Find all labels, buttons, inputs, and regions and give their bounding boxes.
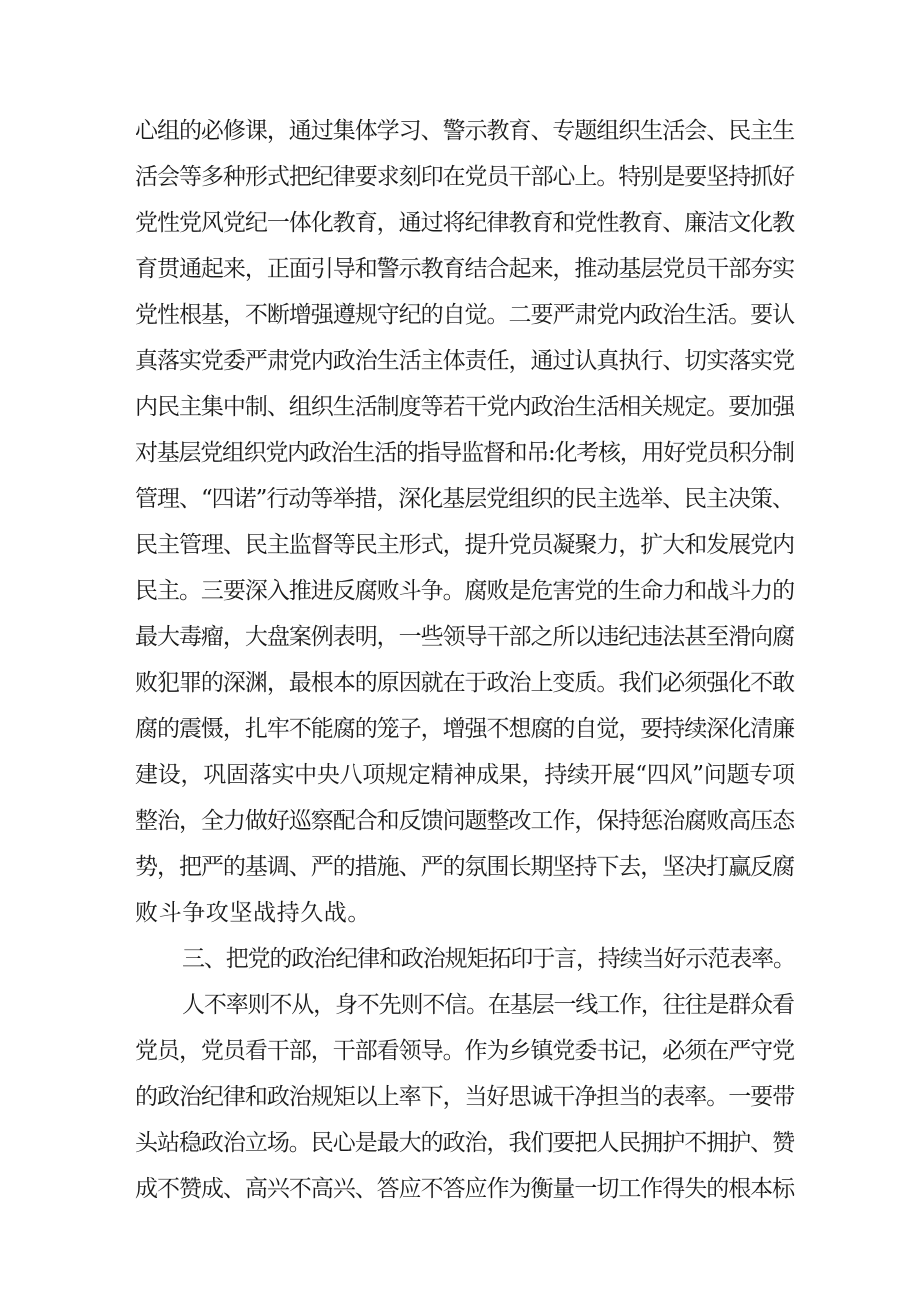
text-line: 心组的必修课，通过集体学习、警示教育、专题组织生活会、民主生 (135, 118, 795, 144)
body-text (135, 108, 795, 1212)
text-line: 民主。三要深入推进反腐败斗争。腐败是危害党的生命力和战斗力的 (135, 578, 795, 604)
text-line: 内民主集中制、组织生活制度等若干党内政治生活相关规定。要加强 (135, 394, 795, 420)
text-line: 头站稳政治立场。民心是最大的政治，我们要把人民拥护不拥护、赞 (135, 1130, 795, 1156)
text-line: 的政治纪律和政治规矩以上率下，当好思诚干净担当的表率。一要带 (135, 1084, 795, 1110)
text-line: 建设，巩固落实中央八项规定精神成果，持续开展“四风”问题专项 (135, 762, 795, 788)
text-line: 党性党风党纪一体化教育，通过将纪律教育和党性教育、廉洁文化教 (135, 210, 795, 236)
text-line: 败犯罪的深渊，最根本的原因就在于政治上变质。我们必须强化不敢 (135, 670, 795, 696)
text-line: 势，把严的基调、严的措施、严的氛围长期坚持下去，坚决打赢反腐 (135, 854, 795, 880)
text-line: 党性根基，不断增强遵规守纪的自觉。二要严肃党内政治生活。要认 (135, 302, 795, 328)
text-line: 最大毒瘤，大盘案例表明，一些领导干部之所以违纪违法甚至滑向腐 (135, 624, 795, 650)
text-line: 管理、“四诺”行动等举措，深化基层党组织的民主选举、民主决策、 (135, 486, 794, 512)
text-line: 活会等多种形式把纪律要求刻印在党员干部心上。特别是要坚持抓好 (135, 164, 795, 190)
text-line: 人不率则不从，身不先则不信。在基层一线工作，往往是群众看 (182, 992, 794, 1018)
text-line: 民主管理、民主监督等民主形式，提升党员凝聚力，扩大和发展党内 (135, 532, 795, 558)
text-line: 成不赞成、高兴不高兴、答应不答应作为衡量一切工作得失的根本标 (135, 1176, 795, 1202)
text-line: 真落实党委严肃党内政治生活主体责任，通过认真执行、切实落实党 (135, 348, 795, 374)
text-line: 育贯通起来，正面引导和警示教育结合起来，推动基层党员干部夯实 (135, 256, 795, 282)
text-line: 整治，全力做好巡察配合和反馈问题整改工作，保持惩治腐败高压态 (135, 808, 795, 834)
text-line: 对基层党组织党内政治生活的指导监督和吊:化考核，用好党员积分制 (135, 440, 794, 466)
text-line: 败斗争攻坚战持久战。 (135, 900, 371, 926)
text-line: 腐的震慑，扎牢不能腐的笼子，增强不想腐的自觉，要持续深化清廉 (135, 716, 795, 742)
text-line: 党员，党员看干部，干部看领导。作为乡镇党委书记，必须在严守党 (135, 1038, 795, 1064)
section-heading: 三、把党的政治纪律和政治规矩拓印于言，持续当好示范表率。 (182, 946, 795, 972)
